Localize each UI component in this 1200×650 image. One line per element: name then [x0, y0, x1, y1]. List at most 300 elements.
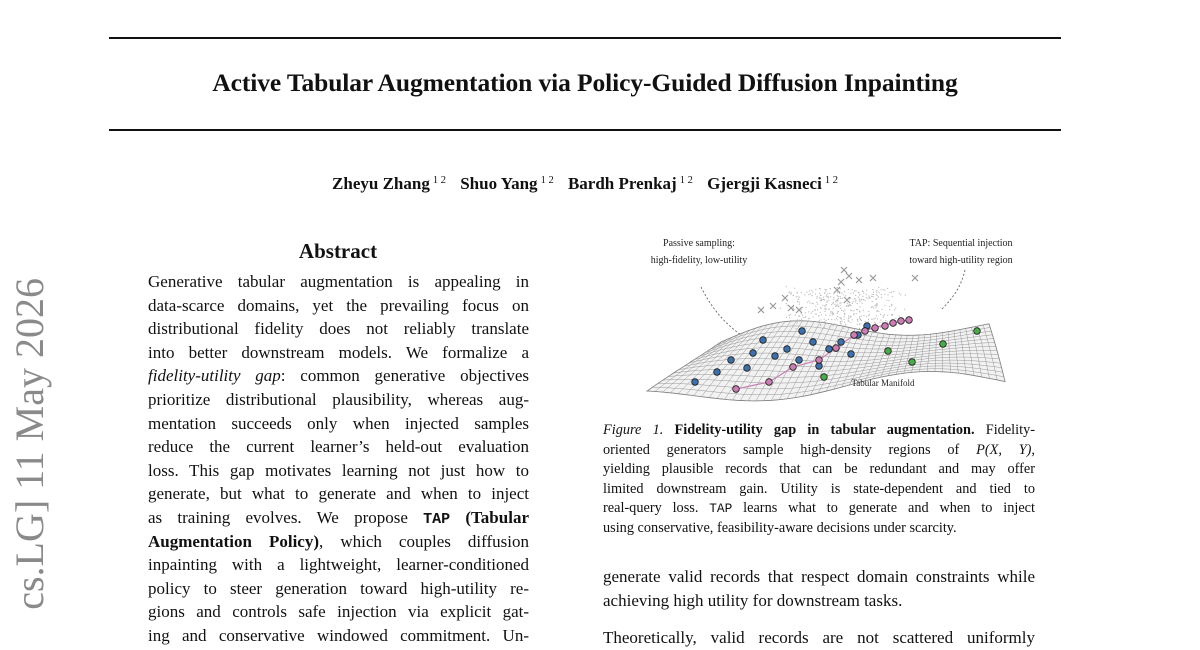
haze-dot	[879, 292, 880, 293]
haze-dot	[844, 316, 845, 317]
haze-dot	[844, 291, 845, 292]
haze-dot	[833, 293, 834, 294]
haze-dot	[801, 319, 802, 320]
abstract-line: loss. This gap motivates learning not just how to	[148, 459, 529, 483]
body-line: Theoretically, valid records are not scattered uniformly	[603, 626, 1035, 650]
author: Gjergji Kasneci $^{1 2}$	[707, 174, 838, 193]
haze-dot	[822, 322, 823, 323]
haze-dot	[798, 299, 799, 300]
haze-dot	[878, 287, 879, 288]
haze-dot	[871, 296, 872, 297]
haze-dot	[852, 319, 853, 320]
haze-dot	[874, 305, 875, 306]
haze-dot	[848, 320, 849, 321]
passive-sample-cross	[770, 303, 776, 309]
tap-injected-point	[766, 379, 773, 386]
haze-dot	[859, 301, 860, 302]
tap-injected-point	[898, 318, 905, 325]
haze-dot	[849, 316, 850, 317]
haze-dot	[824, 308, 825, 309]
observed-point	[760, 337, 767, 344]
passive-sample-cross	[841, 267, 847, 273]
caption-line: Figure 1. Fidelity-utility gap in tabular augmentation. Fidelity-	[603, 421, 1035, 441]
haze-dot	[895, 308, 896, 309]
haze-dot	[786, 317, 787, 318]
haze-dot	[874, 322, 875, 323]
haze-dot	[838, 311, 839, 312]
haze-dot	[790, 314, 791, 315]
haze-dot	[797, 296, 798, 297]
haze-dot	[799, 304, 800, 305]
haze-dot	[832, 313, 833, 314]
abstract-line: prioritize distributional plausibility, whereas aug-	[148, 388, 529, 412]
arxiv-stamp: cs.LG] 11 May 2026	[0, 278, 60, 648]
haze-dot	[883, 317, 884, 318]
haze-dot	[868, 295, 869, 296]
haze-dot	[860, 319, 861, 320]
title-rule-top	[109, 37, 1061, 39]
haze-dot	[841, 292, 842, 293]
callout-line-right	[941, 270, 965, 310]
utility-point	[885, 348, 892, 355]
haze-dot	[834, 319, 835, 320]
observed-point	[848, 351, 855, 358]
observed-point	[810, 339, 817, 346]
haze-dot	[884, 305, 885, 306]
haze-dot	[858, 292, 859, 293]
author: Bardh Prenkaj $^{1 2}$	[568, 174, 693, 193]
haze-dot	[831, 304, 832, 305]
haze-dot	[859, 294, 860, 295]
body-text-right	[603, 565, 1035, 650]
haze-dot	[786, 303, 787, 304]
haze-dot	[887, 288, 888, 289]
haze-dot	[884, 314, 885, 315]
haze-dot	[844, 285, 845, 286]
haze-dot	[799, 302, 800, 303]
haze-dot	[859, 328, 860, 329]
haze-dot	[894, 309, 895, 310]
haze-dot	[827, 293, 828, 294]
tap-injected-point	[816, 357, 823, 364]
haze-dot	[793, 295, 794, 296]
haze-dot	[891, 315, 892, 316]
haze-dot	[878, 311, 879, 312]
haze-dot	[876, 305, 877, 306]
manifold-label: Tabular Manifold	[851, 378, 915, 388]
haze-dot	[832, 314, 833, 315]
haze-dot	[837, 295, 838, 296]
haze-dot	[880, 320, 881, 321]
haze-dot	[865, 300, 866, 301]
haze-dot	[824, 321, 825, 322]
haze-dot	[793, 309, 794, 310]
haze-dot	[806, 321, 807, 322]
haze-dot	[853, 313, 854, 314]
passive-sample-cross	[838, 279, 844, 285]
haze-dot	[832, 325, 833, 326]
haze-dot	[876, 303, 877, 304]
haze-dot	[828, 319, 829, 320]
haze-dot	[834, 324, 835, 325]
haze-dot	[793, 308, 794, 309]
haze-dot	[853, 314, 854, 315]
haze-dot	[819, 320, 820, 321]
haze-dot	[808, 318, 809, 319]
haze-dot	[827, 300, 828, 301]
haze-dot	[883, 315, 884, 316]
haze-dot	[873, 294, 874, 295]
haze-dot	[855, 300, 856, 301]
haze-dot	[873, 296, 874, 297]
haze-dot	[899, 293, 900, 294]
haze-dot	[855, 290, 856, 291]
haze-dot	[844, 322, 845, 323]
haze-dot	[889, 292, 890, 293]
haze-dot	[875, 323, 876, 324]
haze-dot	[868, 311, 869, 312]
haze-dot	[881, 289, 882, 290]
haze-dot	[808, 294, 809, 295]
haze-dot	[873, 318, 874, 319]
haze-dot	[857, 319, 858, 320]
haze-dot	[819, 297, 820, 298]
haze-dot	[876, 315, 877, 316]
tap-injected-point	[906, 317, 913, 324]
passive-sample-cross	[844, 297, 850, 303]
haze-dot	[807, 302, 808, 303]
haze-dot	[833, 299, 834, 300]
haze-dot	[889, 309, 890, 310]
haze-dot	[842, 298, 843, 299]
passive-sample-cross	[846, 273, 852, 279]
haze-dot	[888, 300, 889, 301]
haze-dot	[813, 317, 814, 318]
haze-dot	[857, 324, 858, 325]
haze-dot	[789, 292, 790, 293]
haze-dot	[824, 327, 825, 328]
passive-sample-cross	[782, 295, 788, 301]
haze-dot	[815, 293, 816, 294]
haze-dot	[863, 310, 864, 311]
abstract-line: gions and controls safe injection via explicit gat-	[148, 600, 529, 624]
haze-dot	[832, 311, 833, 312]
observed-point	[826, 346, 833, 353]
haze-dot	[891, 304, 892, 305]
haze-dot	[797, 301, 798, 302]
haze-dot	[816, 314, 817, 315]
haze-dot	[810, 302, 811, 303]
haze-dot	[859, 316, 860, 317]
haze-dot	[837, 316, 838, 317]
haze-dot	[825, 308, 826, 309]
haze-dot	[828, 300, 829, 301]
author-list	[109, 172, 1061, 196]
haze-dot	[796, 296, 797, 297]
haze-dot	[862, 303, 863, 304]
haze-dot	[843, 328, 844, 329]
haze-dot	[837, 313, 838, 314]
tap-injected-point	[833, 345, 840, 352]
haze-dot	[850, 293, 851, 294]
abstract-line: fidelity-utility gap: common generative objectives	[148, 364, 529, 388]
haze-dot	[854, 290, 855, 291]
haze-dot	[895, 318, 896, 319]
haze-dot	[825, 289, 826, 290]
haze-dot	[841, 321, 842, 322]
haze-dot	[873, 291, 874, 292]
tap-injected-point	[851, 332, 858, 339]
utility-point	[821, 374, 828, 381]
haze-dot	[888, 294, 889, 295]
haze-dot	[833, 302, 834, 303]
haze-dot	[824, 319, 825, 320]
haze-dot	[820, 319, 821, 320]
passive-sample-cross	[912, 275, 918, 281]
haze-dot	[821, 299, 822, 300]
haze-dot	[813, 321, 814, 322]
abstract-line: Augmentation Policy), which couples diffusion	[148, 530, 529, 554]
abstract-body	[148, 270, 529, 648]
haze-dot	[878, 297, 879, 298]
haze-dot	[837, 287, 838, 288]
passive-sample-cross	[856, 277, 862, 283]
observed-point	[750, 350, 757, 357]
haze-dot	[871, 307, 872, 308]
haze-dot	[831, 319, 832, 320]
haze-dot	[828, 309, 829, 310]
haze-dot	[877, 318, 878, 319]
abstract-line: ing and conservative windowed commitment. Un-	[148, 624, 529, 648]
haze-dot	[887, 321, 888, 322]
body-line: achieving high utility for downstream tasks.	[603, 589, 1035, 613]
haze-dot	[872, 294, 873, 295]
caption-line: using conservative, feasibility-aware decisions under scarcity.	[603, 519, 1035, 539]
haze-dot	[823, 297, 824, 298]
haze-dot	[839, 303, 840, 304]
haze-dot	[868, 319, 869, 320]
tap-injected-point	[872, 325, 879, 332]
haze-dot	[843, 294, 844, 295]
haze-dot	[817, 309, 818, 310]
manifold-surface	[647, 321, 1005, 401]
haze-dot	[848, 306, 849, 307]
haze-dot	[848, 315, 849, 316]
haze-dot	[886, 300, 887, 301]
haze-dot	[877, 310, 878, 311]
haze-dot	[827, 302, 828, 303]
haze-dot	[848, 318, 849, 319]
abstract-line: generate, but what to generate and when to inject	[148, 482, 529, 506]
observed-point	[728, 357, 735, 364]
caption-line: oriented generators sample high-density regions of P(X, Y),	[603, 441, 1035, 461]
haze-dot	[816, 302, 817, 303]
haze-dot	[826, 289, 827, 290]
haze-dot	[859, 311, 860, 312]
haze-dot	[872, 289, 873, 290]
haze-dot	[825, 291, 826, 292]
observed-point	[772, 353, 779, 360]
haze-dot	[823, 299, 824, 300]
haze-dot	[795, 315, 796, 316]
manifold-illustration	[603, 232, 1035, 408]
passive-sample-cross	[870, 275, 876, 281]
haze-dot	[844, 319, 845, 320]
haze-dot	[836, 305, 837, 306]
paper-title: Active Tabular Augmentation via Policy-Guided Diffusion Inpainting	[109, 66, 1061, 100]
haze-dot	[825, 311, 826, 312]
haze-dot	[881, 297, 882, 298]
haze-dot	[833, 308, 834, 309]
haze-dot	[857, 309, 858, 310]
utility-point	[909, 359, 916, 366]
haze-dot	[900, 294, 901, 295]
author: Shuo Yang $^{1 2}$	[460, 174, 553, 193]
haze-dot	[837, 319, 838, 320]
haze-dot	[849, 304, 850, 305]
haze-dot	[820, 308, 821, 309]
haze-dot	[824, 299, 825, 300]
haze-dot	[830, 311, 831, 312]
haze-dot	[802, 315, 803, 316]
haze-dot	[871, 319, 872, 320]
haze-dot	[850, 322, 851, 323]
haze-dot	[833, 297, 834, 298]
haze-dot	[846, 306, 847, 307]
haze-dot	[868, 321, 869, 322]
haze-dot	[830, 313, 831, 314]
haze-dot	[825, 321, 826, 322]
haze-dot	[840, 296, 841, 297]
haze-dot	[838, 298, 839, 299]
haze-dot	[791, 292, 792, 293]
haze-dot	[837, 292, 838, 293]
observed-point	[784, 346, 791, 353]
haze-dot	[857, 321, 858, 322]
haze-dot	[880, 314, 881, 315]
haze-dot	[786, 286, 787, 287]
haze-dot	[866, 316, 867, 317]
label-passive-2: high-fidelity, low-utility	[651, 255, 748, 266]
haze-dot	[829, 315, 830, 316]
haze-dot	[852, 301, 853, 302]
haze-dot	[884, 290, 885, 291]
haze-dot	[883, 289, 884, 290]
haze-dot	[830, 288, 831, 289]
abstract-line: as training evolves. We propose TAP (Tabular	[148, 506, 529, 530]
haze-dot	[843, 311, 844, 312]
haze-dot	[789, 317, 790, 318]
haze-dot	[853, 310, 854, 311]
haze-dot	[852, 303, 853, 304]
label-passive-1: Passive sampling:	[663, 238, 735, 249]
haze-dot	[836, 318, 837, 319]
utility-point	[940, 341, 947, 348]
abstract-line: into better downstream models. We formalize a	[148, 341, 529, 365]
haze-dot	[877, 295, 878, 296]
haze-dot	[815, 289, 816, 290]
haze-dot	[826, 304, 827, 305]
haze-dot	[840, 305, 841, 306]
tap-injected-point	[882, 323, 889, 330]
haze-dot	[887, 315, 888, 316]
haze-dot	[803, 317, 804, 318]
haze-dot	[826, 296, 827, 297]
haze-dot	[817, 296, 818, 297]
haze-dot	[873, 308, 874, 309]
haze-dot	[854, 298, 855, 299]
haze-dot	[845, 324, 846, 325]
haze-dot	[837, 305, 838, 306]
haze-dot	[825, 315, 826, 316]
haze-dot	[863, 293, 864, 294]
haze-dot	[881, 294, 882, 295]
haze-dot	[838, 296, 839, 297]
haze-dot	[821, 314, 822, 315]
haze-dot	[844, 314, 845, 315]
haze-dot	[855, 301, 856, 302]
haze-dot	[875, 307, 876, 308]
haze-dot	[816, 298, 817, 299]
haze-dot	[799, 297, 800, 298]
figure-caption	[603, 421, 1035, 539]
haze-dot	[879, 322, 880, 323]
observed-point	[714, 369, 721, 376]
haze-dot	[848, 289, 849, 290]
haze-dot	[859, 306, 860, 307]
haze-dot	[787, 305, 788, 306]
observed-point	[744, 365, 751, 372]
title-rule-bottom	[109, 129, 1061, 131]
haze-dot	[824, 306, 825, 307]
haze-dot	[857, 303, 858, 304]
haze-dot	[872, 301, 873, 302]
haze-dot	[856, 313, 857, 314]
haze-dot	[795, 328, 796, 329]
caption-line: limited downstream gain. Utility is state-dependent and tied to	[603, 480, 1035, 500]
haze-dot	[882, 322, 883, 323]
haze-dot	[804, 294, 805, 295]
abstract-heading: Abstract	[148, 238, 528, 264]
haze-dot	[808, 300, 809, 301]
haze-dot	[840, 321, 841, 322]
haze-dot	[797, 319, 798, 320]
haze-dot	[904, 309, 905, 310]
abstract-line: reduce the current learner’s held-out evaluation	[148, 435, 529, 459]
haze-dot	[869, 298, 870, 299]
callout-line-left	[701, 287, 741, 335]
haze-dot	[899, 316, 900, 317]
haze-dot	[836, 300, 837, 301]
caption-line: real-query loss. TAP learns what to generate and when to inject	[603, 499, 1035, 519]
haze-dot	[820, 324, 821, 325]
haze-dot	[819, 293, 820, 294]
haze-dot	[835, 301, 836, 302]
haze-dot	[865, 321, 866, 322]
haze-dot	[844, 313, 845, 314]
abstract-line: distributional fidelity does not reliably translate	[148, 317, 529, 341]
haze-dot	[905, 295, 906, 296]
haze-dot	[859, 323, 860, 324]
haze-dot	[810, 293, 811, 294]
haze-dot	[829, 293, 830, 294]
figure-1	[603, 232, 1035, 408]
haze-dot	[815, 309, 816, 310]
passive-sample-cross	[758, 307, 764, 313]
haze-dot	[840, 298, 841, 299]
haze-dot	[809, 290, 810, 291]
haze-dot	[797, 322, 798, 323]
